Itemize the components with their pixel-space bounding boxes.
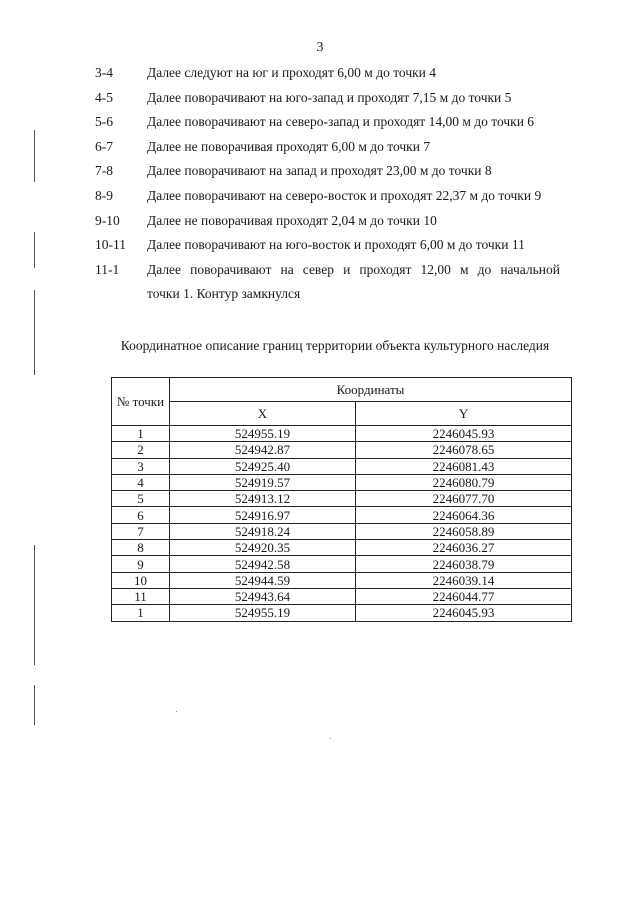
- scan-speck: [330, 738, 331, 739]
- point-cell: 9: [112, 556, 170, 572]
- point-cell: 1: [112, 605, 170, 621]
- coordinates-header: Координаты: [170, 378, 572, 402]
- point-number-header: № точки: [112, 378, 170, 426]
- x-cell: 524942.58: [170, 556, 356, 572]
- x-cell: 524925.40: [170, 458, 356, 474]
- scan-speck: [176, 711, 177, 712]
- boundary-segment: [95, 61, 560, 86]
- table-row: [112, 556, 572, 572]
- table-row: [112, 572, 572, 588]
- y-cell: 2246078.65: [356, 442, 572, 458]
- segment-text-continuation: точки 1. Контур замкнулся: [147, 286, 301, 302]
- x-cell: 524943.64: [170, 588, 356, 604]
- boundary-segment: [95, 159, 560, 184]
- boundary-segment: [95, 86, 560, 111]
- x-cell: 524916.97: [170, 507, 356, 523]
- segment-id: 9-10: [95, 212, 120, 228]
- point-cell: 1: [112, 426, 170, 442]
- segment-text: Далее поворачивают на северо-запад и проходят 14,00 м до точки 6: [147, 114, 535, 130]
- boundary-segment: [95, 209, 560, 234]
- table-caption: Координатное описание границ территории объекта культурного наследия: [120, 338, 550, 353]
- x-header: X: [170, 402, 356, 426]
- scan-margin-mark: [34, 130, 35, 182]
- segment-id: 8-9: [95, 187, 113, 203]
- y-cell: 2246045.93: [356, 605, 572, 621]
- segment-id: 4-5: [95, 89, 113, 105]
- boundary-segment: [95, 258, 560, 283]
- y-cell: 2246039.14: [356, 572, 572, 588]
- coordinates-table: [111, 377, 572, 622]
- segment-text: Далее следуют на юг и проходят 6,00 м до точки 4: [147, 65, 437, 80]
- x-cell: 524919.57: [170, 474, 356, 490]
- x-cell: 524955.19: [170, 605, 356, 621]
- x-cell: 524942.87: [170, 442, 356, 458]
- table-row: [112, 588, 572, 604]
- point-cell: 11: [112, 588, 170, 604]
- point-cell: 6: [112, 507, 170, 523]
- x-cell: 524913.12: [170, 491, 356, 507]
- point-cell: 7: [112, 523, 170, 539]
- x-cell: 524918.24: [170, 523, 356, 539]
- table-row: [112, 474, 572, 490]
- point-cell: 2: [112, 442, 170, 458]
- segment-id: 7-8: [95, 163, 113, 179]
- scan-margin-mark: [34, 545, 35, 665]
- point-cell: 4: [112, 474, 170, 490]
- segment-text: Далее не поворачивая проходят 2,04 м до точки 10: [147, 212, 437, 228]
- table-row: [112, 458, 572, 474]
- segment-id: 10-11: [95, 237, 126, 253]
- page-number: 3: [316, 40, 324, 55]
- y-cell: 2246064.36: [356, 507, 572, 523]
- x-cell: 524955.19: [170, 426, 356, 442]
- segment-text: Далее поворачивают на запад и проходят 23,00 м до точки 8: [147, 163, 492, 179]
- table-row: [112, 507, 572, 523]
- table-row: [112, 442, 572, 458]
- segment-id: 5-6: [95, 114, 113, 130]
- segment-id: 6-7: [95, 138, 113, 154]
- boundary-description: [95, 61, 560, 307]
- point-cell: 10: [112, 572, 170, 588]
- table-row: [112, 426, 572, 442]
- boundary-segment: [95, 110, 560, 135]
- x-cell: 524920.35: [170, 540, 356, 556]
- boundary-segment: [95, 233, 560, 258]
- table-row: [112, 605, 572, 621]
- scan-margin-mark: [34, 232, 35, 268]
- y-cell: 2246058.89: [356, 523, 572, 539]
- boundary-segment: [95, 184, 560, 209]
- segment-text: Далее поворачивают на юго-восток и проходят 6,00 м до точки 11: [147, 237, 525, 253]
- y-cell: 2246036.27: [356, 540, 572, 556]
- boundary-segment: [95, 135, 560, 160]
- y-cell: 2246038.79: [356, 556, 572, 572]
- scan-margin-mark: [34, 290, 35, 375]
- table-row: [112, 491, 572, 507]
- segment-text: Далее поворачивают на северо-восток и проходят 22,37 м до точки 9: [147, 187, 542, 203]
- point-cell: 8: [112, 540, 170, 556]
- y-cell: 2246077.70: [356, 491, 572, 507]
- segment-text: Далее не поворачивая проходят 6,00 м до точки 7: [147, 138, 431, 154]
- scan-margin-mark: [34, 685, 35, 725]
- table-row: [112, 523, 572, 539]
- y-cell: 2246044.77: [356, 588, 572, 604]
- y-cell: 2246045.93: [356, 426, 572, 442]
- point-cell: 3: [112, 458, 170, 474]
- segment-text: Далее поворачивают на юго-запад и проходят 7,15 м до точки 5: [147, 89, 512, 105]
- y-header: Y: [356, 402, 572, 426]
- y-cell: 2246081.43: [356, 458, 572, 474]
- point-cell: 5: [112, 491, 170, 507]
- segment-id: 11-1: [95, 261, 120, 277]
- table-row: [112, 540, 572, 556]
- segment-id: 3-4: [95, 65, 113, 80]
- y-cell: 2246080.79: [356, 474, 572, 490]
- x-cell: 524944.59: [170, 572, 356, 588]
- segment-text: Далее поворачивают на север и проходят 12,00 м до начальной: [147, 261, 560, 277]
